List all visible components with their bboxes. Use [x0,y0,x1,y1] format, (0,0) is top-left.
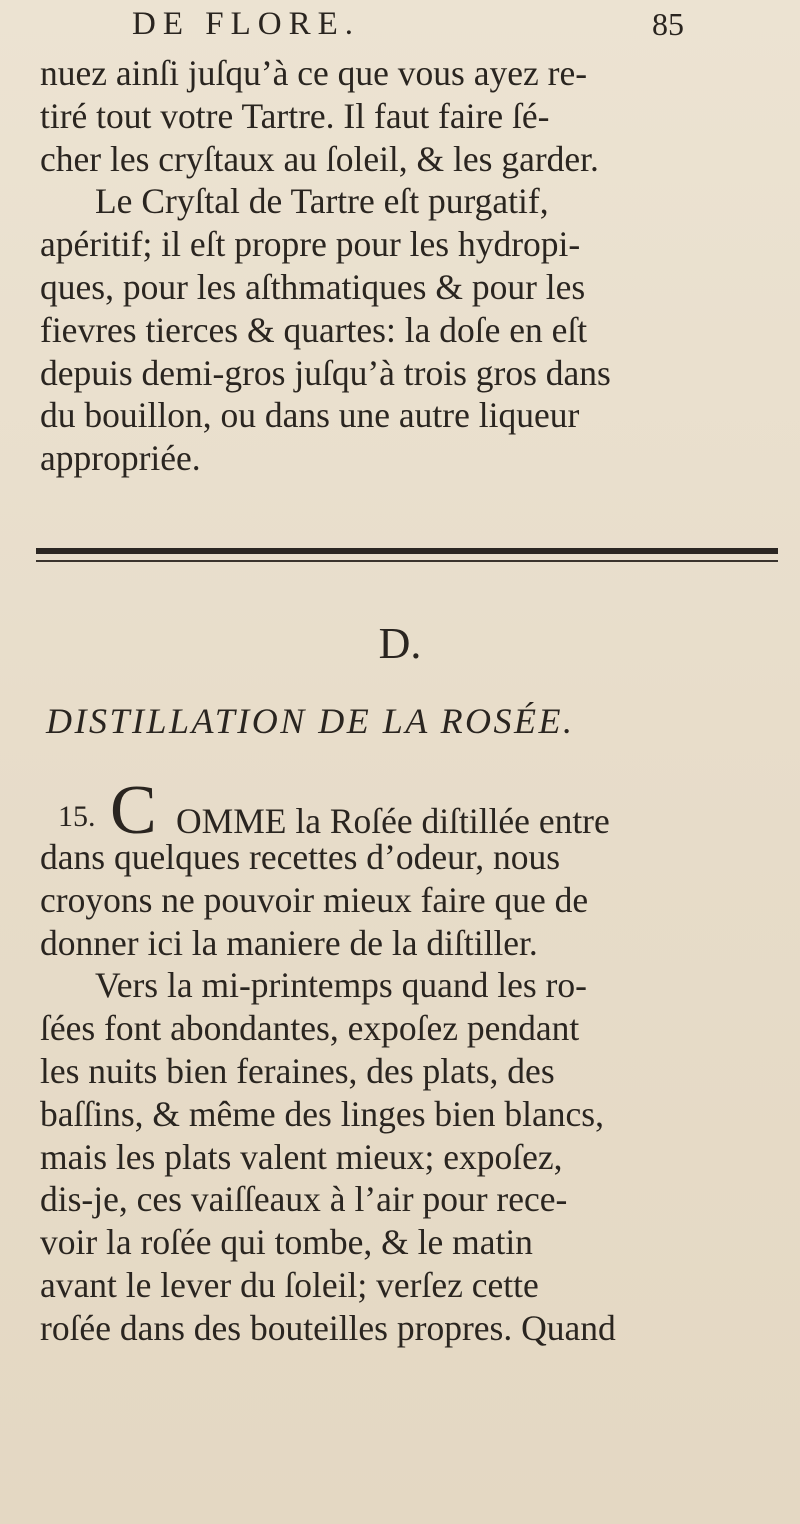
text-line: roſée dans des bouteilles propres. Quand [40,1307,616,1348]
text-line: donner ici la maniere de la diſtiller. [40,922,538,963]
page-header [0,2,800,58]
text-line: dis-je, ces vaiſſeaux à l’air pour rece- [40,1179,568,1220]
text-line: cher les cryſtaux au ſoleil, & les garder. [40,138,599,179]
text-line: du bouillon, ou dans une autre liqueur [40,395,580,436]
text-line: les nuits bien feraines, des plats, des [40,1050,555,1091]
text-line: mais les plats valent mieux; expoſez, [40,1136,563,1177]
text-line: appropriée. [40,438,201,479]
text-line: ſées font abondantes, expoſez pendant [40,1008,580,1049]
text-line: apéritif; il eſt propre pour les hydropi- [40,224,581,265]
page-number: 85 [652,6,684,42]
text-line: croyons ne pouvoir mieux faire que de [40,879,589,920]
continued-paragraph [40,52,784,480]
paragraph-number: 15. [58,800,96,833]
text-line: avant le lever du ſoleil; verſez cette [40,1264,539,1305]
section-title: DISTILLATION DE LA ROSÉE. [46,701,575,741]
text-line: baſſins, & même des linges bien blancs, [40,1093,604,1134]
text-line: depuis demi-gros juſqu’à trois gros dans [40,352,611,393]
text-line: tiré tout votre Tartre. Il faut faire ſé- [40,95,550,136]
text-line: voir la roſée qui tombe, & le matin [40,1222,533,1263]
section-divider-thin [36,560,778,562]
section-letter: D. [378,619,422,668]
text-line: ques, pour les aſthmatiques & pour les [40,266,586,307]
text-line: nuez ainſi juſqu’à ce que vous ayez re- [40,53,588,93]
text-line: dans quelques recettes d’odeur, nous [40,837,561,877]
text-line: Le Cryſtal de Tartre eſt purgatif, [95,181,549,222]
drop-cap: C [110,772,157,849]
text-line: fievres tierces & quartes: la doſe en eſt [40,309,588,350]
first-line: OMME la Roſée diſtillée entre [176,801,610,841]
section-divider-thick [36,548,778,554]
section-paragraph [40,836,784,1350]
text-line: Vers la mi-printemps quand les ro- [95,965,587,1006]
running-head: DE FLORE. [132,6,360,42]
